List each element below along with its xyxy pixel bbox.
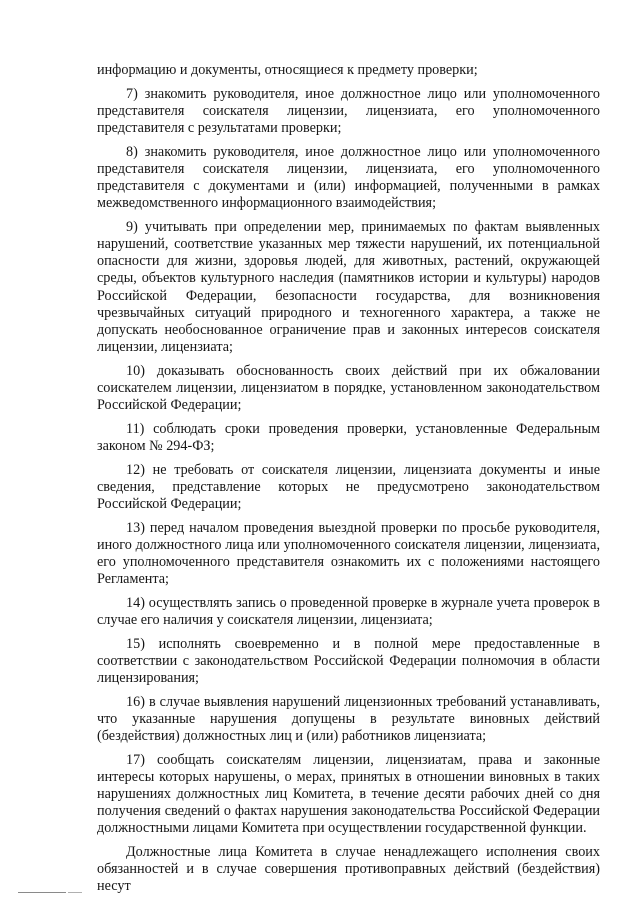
document-body (97, 62, 600, 902)
paragraph-item-9: 9) учитывать при определении мер, принимаемых по фактам выявленных нарушений, соответствие указанных мер тяжести нарушений, их потенциальной опасности для жизни, здоровья людей, для животных, растений, окружающей среды, объектов культурного наследия (памятников истории и культуры) народов Российской Федерации, безопасности государства, для возникновения чрезвычайных ситуаций природного и техногенного характера, а также не допускать необоснованное ограничение прав и законных интересов соискателя лицензии, лицензиата; (97, 218, 600, 356)
paragraph-item-15: 15) исполнять своевременно и в полной мере предоставленные в соответствии с законодательством Российской Федерации полномочия в области лицензирования; (97, 635, 600, 687)
paragraph-item-12: 12) не требовать от соискателя лицензии, лицензиата документы и иные сведения, представление которых не предусмотрено законодательством Российской Федерации; (97, 461, 600, 513)
footer-divider (18, 892, 66, 893)
paragraph-responsibility: Должностные лица Комитета в случае ненадлежащего исполнения своих обязанностей и в случае совершения противоправных действий (бездействия) несут (97, 844, 600, 895)
paragraph-item-11: 11) соблюдать сроки проведения проверки, установленные Федеральным законом № 294-ФЗ; (97, 420, 600, 455)
paragraph-item-13: 13) перед началом проведения выездной проверки по просьбе руководителя, иного должностного лица или уполномоченного соискателя лицензии, лицензиата, его уполномоченного представителя ознакомить их с положениями настоящего Регламента; (97, 519, 600, 588)
paragraph-item-14: 14) осуществлять запись о проведенной проверке в журнале учета проверок в случае его наличия у соискателя лицензии, лицензиата; (97, 594, 600, 629)
paragraph-continuation: информацию и документы, относящиеся к предмету проверки; (97, 62, 478, 78)
paragraph-item-8: 8) знакомить руководителя, иное должностное лицо или уполномоченного представителя соискателя лицензии, лицензиата, его уполномоченного представителя с документами и (или) информацией, полученными в рамках межведомственного информационного взаимодействия; (97, 143, 600, 212)
paragraph-item-7: 7) знакомить руководителя, иное должностное лицо или уполномоченного представителя соискателя лицензии, лицензиата, его уполномоченного представителя с результатами проверки; (97, 85, 600, 136)
paragraph-item-10: 10) доказывать обоснованность своих действий при их обжаловании соискателем лицензии, лицензиатом в порядке, установленном законодательством Российской Федерации; (97, 362, 600, 414)
footer-divider-short (68, 892, 82, 893)
paragraph-item-17: 17) сообщать соискателям лицензии, лицензиатам, права и законные интересы которых нарушены, о мерах, принятых в отношении виновных в таких нарушениях должностных лиц Комитета, в течение десяти рабочих дней со дня получения сведений о фактах нарушения законодательства Российской Федерации должностными лицами Комитета при осуществлении государственной функции. (97, 751, 600, 837)
paragraph-item-16: 16) в случае выявления нарушений лицензионных требований устанавливать, что указанные нарушения допущены в результате виновных действий (бездействия) должностных лиц и (или) работников лицензиата; (97, 693, 600, 745)
